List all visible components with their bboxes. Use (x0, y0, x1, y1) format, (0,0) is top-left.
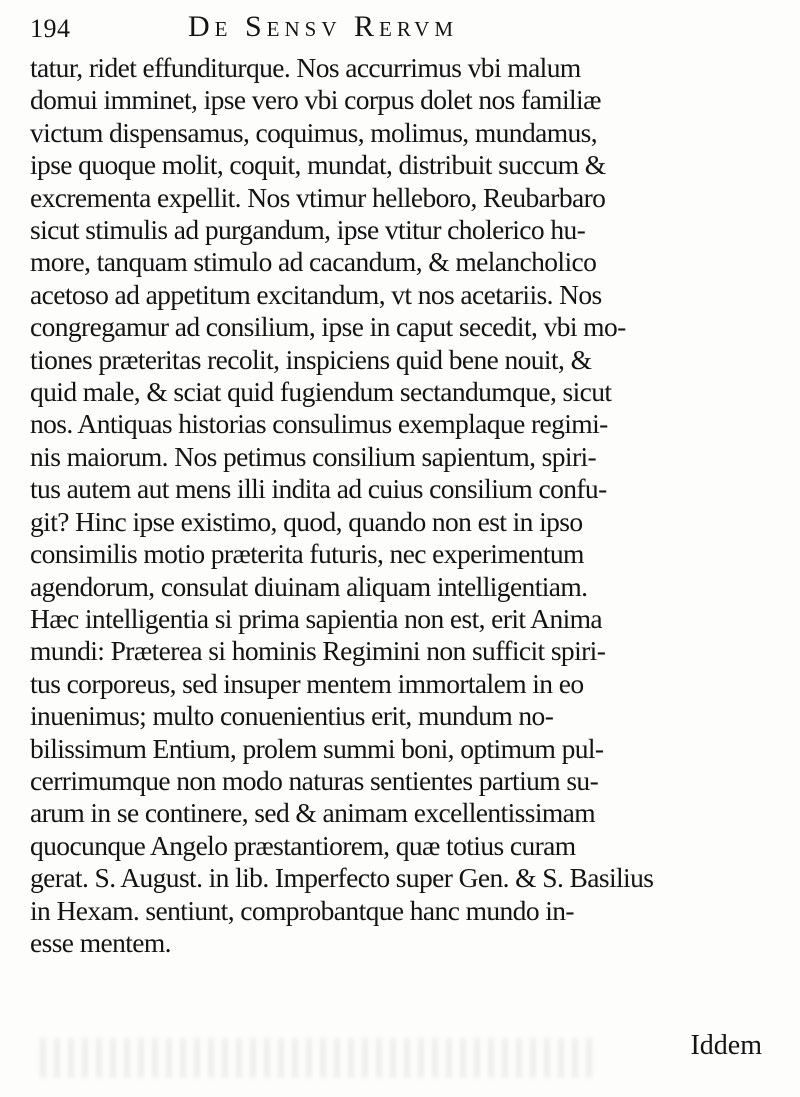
page-number: 194 (30, 14, 71, 43)
text-line: Hæc intelligentia si prima sapientia non est, erit Anima (30, 602, 603, 634)
text-line: nis maiorum. Nos petimus consilium sapientum, spiri- (30, 440, 597, 472)
text-line: tus autem aut mens illi indita ad cuius consilium confu- (30, 473, 607, 505)
text-line: in Hexam. sentiunt, comprobantque hanc mundo in- (30, 894, 574, 926)
text-line: inuenimus; multo conuenientius erit, mundum no- (30, 700, 554, 732)
catchword: Iddem (690, 1030, 762, 1061)
text-line: excrementa expellit. Nos vtimur helleboro, Reubarbaro (30, 181, 606, 213)
text-line: congregamur ad consilium, ipse in caput secedit, vbi mo- (30, 311, 626, 343)
text-line: more, tanquam stimulo ad cacandum, & melancholico (30, 246, 597, 278)
text-line: agendorum, consulat diuinam aliquam intelligentiam. (30, 570, 588, 602)
text-line: bilissimum Entium, prolem summi boni, optimum pul- (30, 732, 604, 764)
bleed-through-shadow (40, 1038, 600, 1078)
text-line: tatur, ridet effunditurque. Nos accurrimus vbi malum (30, 52, 581, 83)
text-line: quid male, & sciat quid fugiendum sectandumque, sicut (30, 376, 612, 408)
text-line: gerat. S. August. in lib. Imperfecto super Gen. & S. Basilius (30, 862, 654, 894)
text-line: mundi: Præterea si hominis Regimini non sufficit spiri- (30, 635, 606, 667)
text-line: arum in se continere, sed & animam excellentissimam (30, 797, 596, 829)
text-line: tiones præteritas recolit, inspiciens quid bene nouit, & (30, 343, 592, 375)
text-line: ipse quoque molit, coquit, mundat, distribuit succum & (30, 149, 606, 181)
text-line: tus corporeus, sed insuper mentem immortalem in eo (30, 667, 584, 699)
text-line: sicut stimulis ad purgandum, ipse vtitur cholerico hu- (30, 214, 586, 246)
page-header (30, 8, 750, 44)
text-line: domui imminet, ipse vero vbi corpus dolet nos familiæ (30, 84, 601, 116)
text-line: esse mentem. (30, 926, 171, 958)
text-line: quocunque Angelo præstantiorem, quæ totius curam (30, 829, 576, 861)
text-line: consimilis motio præterita futuris, nec experimentum (30, 538, 584, 570)
running-head: De Sensv Rervm (188, 10, 459, 43)
text-line: acetoso ad appetitum excitandum, vt nos acetariis. Nos (30, 278, 602, 310)
body-text (30, 52, 765, 959)
text-line: cerrimumque non modo naturas sentientes partium su- (30, 764, 599, 796)
text-line: victum dispensamus, coquimus, molimus, mundamus, (30, 116, 598, 148)
text-line: git? Hinc ipse existimo, quod, quando non est in ipso (30, 505, 583, 537)
text-line: nos. Antiquas historias consulimus exemplaque regimi- (30, 408, 608, 440)
